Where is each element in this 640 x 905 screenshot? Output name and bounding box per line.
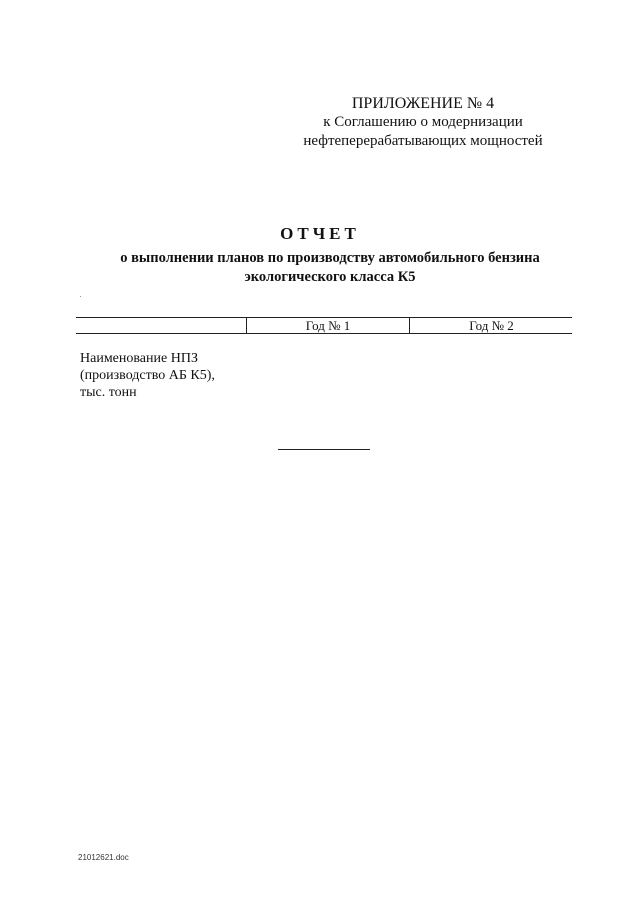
report-subtitle: [60, 249, 600, 287]
stray-dot: [80, 296, 81, 297]
report-title: ОТЧЕТ: [280, 224, 360, 243]
report-subtitle-line-1: о выполнении планов по производству автомобильного бензина: [120, 250, 540, 266]
row-label-line-3: тыс. тонн: [80, 385, 137, 400]
table-row-label: [80, 350, 300, 401]
appendix-agreement-line: к Соглашению о модернизации: [323, 114, 523, 130]
footer-filename: 21012621.doc: [78, 853, 129, 862]
row-label-line-1: Наименование НПЗ: [80, 351, 198, 366]
report-subtitle-line-2: экологического класса К5: [244, 269, 416, 285]
appendix-header: [288, 94, 558, 151]
end-divider: [278, 449, 370, 450]
column-header-year-2: Год № 2: [409, 318, 573, 333]
appendix-capacity-line: нефтеперерабатывающих мощностей: [303, 133, 543, 149]
appendix-title: ПРИЛОЖЕНИЕ № 4: [351, 95, 495, 112]
table-header: [76, 317, 572, 334]
row-label-line-2: (производство АБ К5),: [80, 368, 215, 383]
column-header-year-1: Год № 1: [246, 318, 409, 333]
